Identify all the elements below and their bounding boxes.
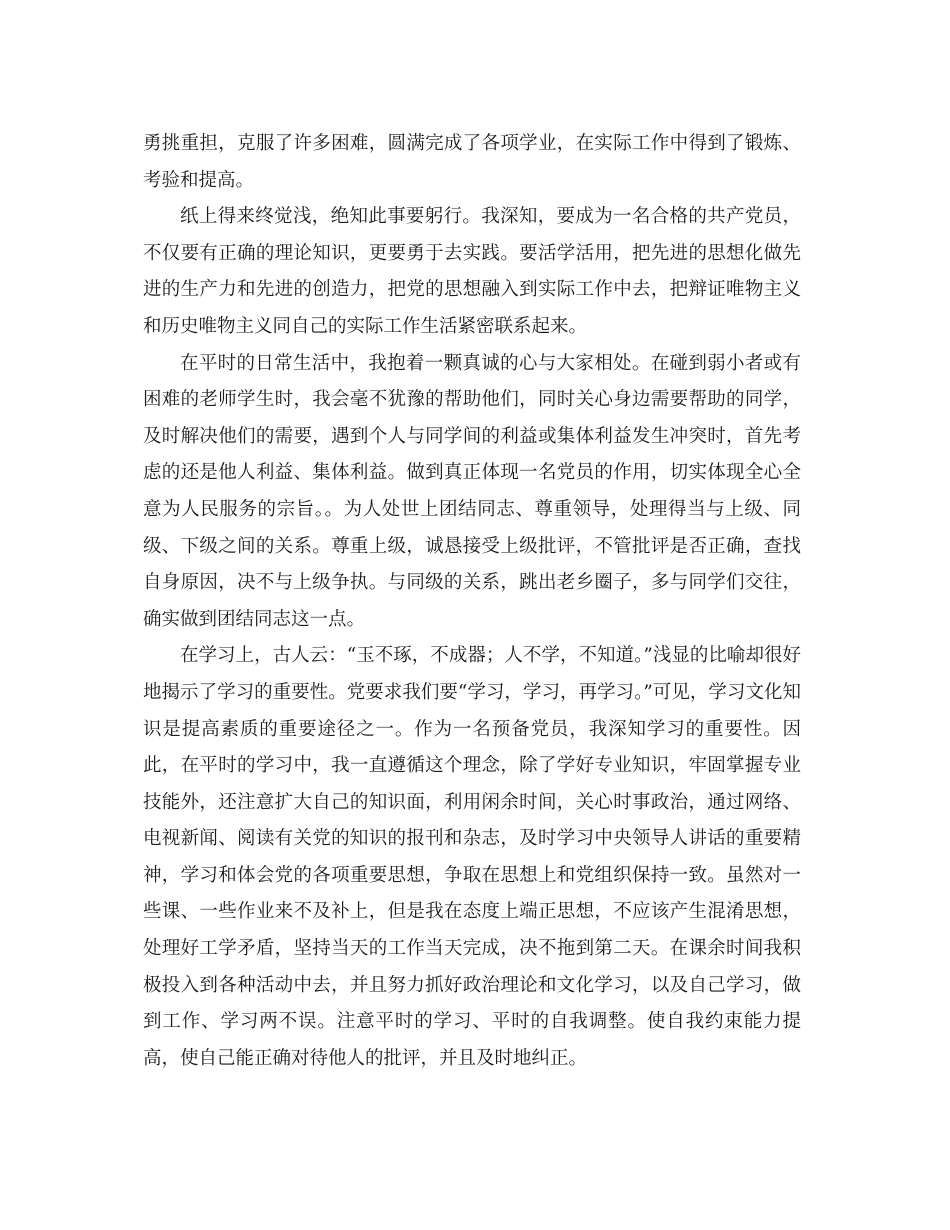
paragraph-study: 在学习上，古人云：“玉不琢，不成器；人不学，不知道。”浅显的比喻却很好地揭示了学习的重要性。党要求我们要“学习，学习，再学习。”可见，学习文化知识是提高素质的重要途径之一。作为一名预备党员，我深知学习的重要性。因此，在平时的学习中，我一直遵循这个理念，除了学好专业知识，牢固掌握专业技能外，还注意扩大自己的知识面，利用闲余时间，关心时事政治，通过网络、电视新闻、阅读有关党的知识的报刊和杂志，及时学习中央领导人讲话的重要精神，学习和体会党的各项重要思想，争取在思想上和党组织保持一致。虽然对一些课、一些作业来不及补上，但是我在态度上端正思想，不应该产生混淆思想，处理好工学矛盾，坚持当天的工作当天完成，决不拖到第二天。在课余时间我积极投入到各种活动中去，并且努力抓好政治理论和文化学习，以及自己学习，做到工作、学习两不误。注意平时的学习、平时的自我调整。使自我约束能力提高，使自己能正确对待他人的批评，并且及时地纠正。 bbox=[143, 645, 801, 1069]
paragraph-daily-life: 在平时的日常生活中，我抱着一颗真诚的心与大家相处。在碰到弱小者或有困难的老师学生时，我会毫不犹豫的帮助他们，同时关心身边需要帮助的同学，及时解决他们的需要，遇到个人与同学间的利益或集体利益发生冲突时，首先考虑的还是他人利益、集体利益。做到真正体现一名党员的作用，切实体现全心全意为人民服务的宗旨。。为人处世上团结同志、尊重领导，处理得当与上级、同级、下级之间的关系。尊重上级，诚恳接受上级批评，不管批评是否正确，查找自身原因，决不与上级争执。与同级的关系，跳出老乡圈子，多与同学们交往，确实做到团结同志这一点。 bbox=[143, 352, 801, 630]
document-body bbox=[143, 126, 801, 1077]
paragraph-practice: 纸上得来终觉浅，绝知此事要躬行。我深知，要成为一名合格的共产党员，不仅要有正确的理论知识，更要勇于去实践。要活学活用，把先进的思想化做先进的生产力和先进的创造力，把党的思想融入到实际工作中去，把辩证唯物主义和历史唯物主义同自己的实际工作生活紧密联系起来。 bbox=[143, 206, 801, 337]
paragraph-continuation: 勇挑重担，克服了许多困难，圆满完成了各项学业，在实际工作中得到了锻炼、考验和提高。 bbox=[143, 133, 801, 191]
